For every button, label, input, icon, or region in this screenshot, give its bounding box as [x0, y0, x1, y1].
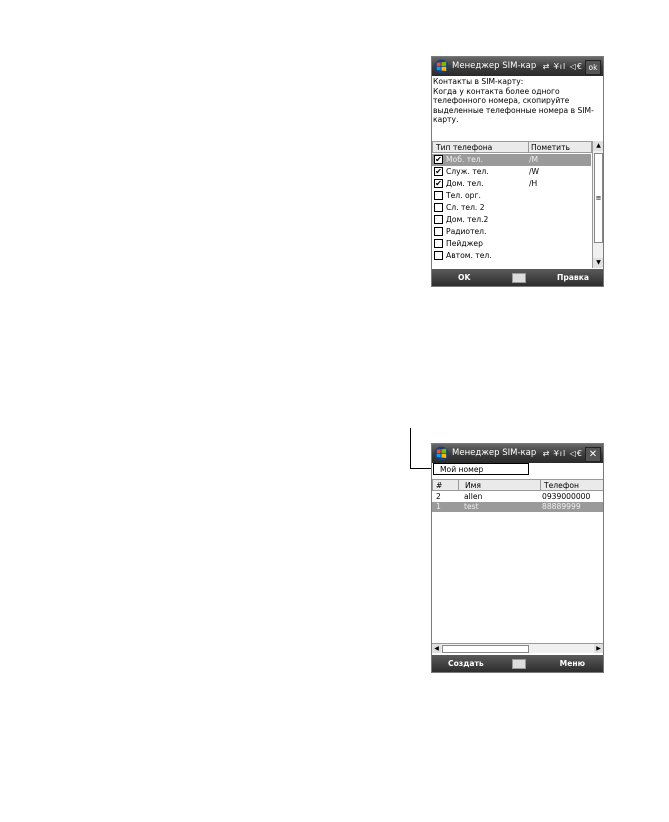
phone-type-label: Пейджер [446, 239, 483, 248]
checkbox-checked[interactable]: ✔ [435, 167, 442, 176]
mark-value: /M [529, 155, 539, 164]
column-phone-type[interactable]: Тип телефона [436, 143, 493, 152]
list-item[interactable] [432, 250, 591, 262]
scroll-up-icon[interactable]: ▲ [593, 141, 604, 151]
table-row[interactable] [432, 492, 604, 502]
checkbox[interactable] [434, 227, 443, 236]
phone-type-label: Тел. орг. [446, 191, 481, 200]
list-item[interactable] [432, 154, 591, 166]
list-item[interactable] [432, 238, 591, 250]
list-item[interactable] [432, 214, 591, 226]
horizontal-scrollbar[interactable] [432, 643, 603, 653]
cell-phone: 0939000000 [542, 492, 591, 501]
column-phone[interactable]: Телефон [540, 480, 579, 491]
window-title: Менеджер SIM-кар [452, 61, 537, 71]
title-bar [432, 444, 603, 463]
table-row[interactable] [432, 502, 604, 512]
list-item[interactable] [432, 178, 591, 190]
softkey-bar [432, 655, 603, 672]
phone-type-label: Радиотел. [446, 227, 487, 236]
cell-index: 1 [436, 502, 441, 511]
checkbox-checked[interactable]: ✔ [435, 179, 442, 188]
list-item[interactable] [432, 226, 591, 238]
column-index[interactable]: # [436, 481, 443, 490]
phone-type-label: Дом. тел.2 [446, 215, 489, 224]
cell-phone: 88889999 [542, 502, 581, 511]
cell-name: test [464, 502, 479, 511]
status-icons: ⇄ Y̶ıl ◁€ [542, 62, 583, 71]
checkbox-checked[interactable]: ✔ [435, 155, 442, 164]
my-number-label: Мой номер [440, 465, 484, 474]
keyboard-icon[interactable] [512, 659, 526, 669]
mark-value: /W [529, 167, 540, 176]
status-icons: ⇄ Y̶ıl ◁€ [542, 449, 583, 458]
cell-name: allen [464, 492, 483, 501]
list-item[interactable] [432, 166, 591, 178]
scroll-thumb[interactable]: ≡ [594, 153, 603, 243]
softkey-bar [432, 269, 603, 286]
column-header [432, 141, 592, 153]
phone-type-label: Дом. тел. [446, 179, 484, 188]
column-name[interactable]: Имя [458, 480, 535, 491]
checkbox[interactable] [434, 203, 443, 212]
description-text: Контакты в SIM-карту: Когда у контакта более одного телефонного номера, скопируйте выделенные телефонные номера в SIM-карту. [433, 77, 594, 124]
checkbox[interactable] [434, 191, 443, 200]
scroll-right-icon[interactable]: ▶ [594, 644, 603, 653]
windows-flag-icon[interactable] [434, 59, 449, 74]
phone-type-label: Моб. тел. [446, 155, 484, 164]
vertical-scrollbar[interactable] [592, 141, 604, 268]
column-header [432, 479, 604, 491]
mark-value: /H [529, 179, 538, 188]
scroll-thumb[interactable] [442, 645, 529, 653]
menu-softkey[interactable]: Меню [559, 659, 585, 668]
scroll-down-icon[interactable]: ▼ [593, 258, 604, 268]
close-icon[interactable]: ✕ [585, 447, 601, 462]
list-item[interactable] [432, 202, 591, 214]
scroll-left-icon[interactable]: ◀ [432, 644, 441, 653]
callout-leader-vertical [410, 428, 411, 469]
window-title: Менеджер SIM-кар [452, 448, 537, 458]
sim-manager-list-screen [431, 443, 604, 673]
cell-index: 2 [436, 492, 441, 501]
ok-softkey[interactable]: OK [458, 273, 471, 282]
phone-type-label: Автом. тел. [446, 251, 492, 260]
phone-type-label: Служ. тел. [446, 167, 489, 176]
title-bar [432, 57, 603, 76]
edit-softkey[interactable]: Правка [557, 273, 589, 282]
windows-flag-icon[interactable] [434, 446, 449, 461]
checkbox[interactable] [434, 215, 443, 224]
description [433, 77, 603, 125]
column-mark[interactable]: Пометить [528, 142, 570, 153]
checkbox[interactable] [434, 239, 443, 248]
create-softkey[interactable]: Создать [448, 659, 484, 668]
ok-button[interactable]: ok [585, 60, 601, 75]
my-number-callout [433, 463, 529, 475]
checkbox[interactable] [434, 251, 443, 260]
sim-manager-export-screen [431, 56, 604, 287]
list-item[interactable] [432, 190, 591, 202]
keyboard-icon[interactable] [512, 273, 526, 283]
callout-leader-horizontal [410, 468, 433, 469]
phone-type-label: Сл. тел. 2 [446, 203, 485, 212]
